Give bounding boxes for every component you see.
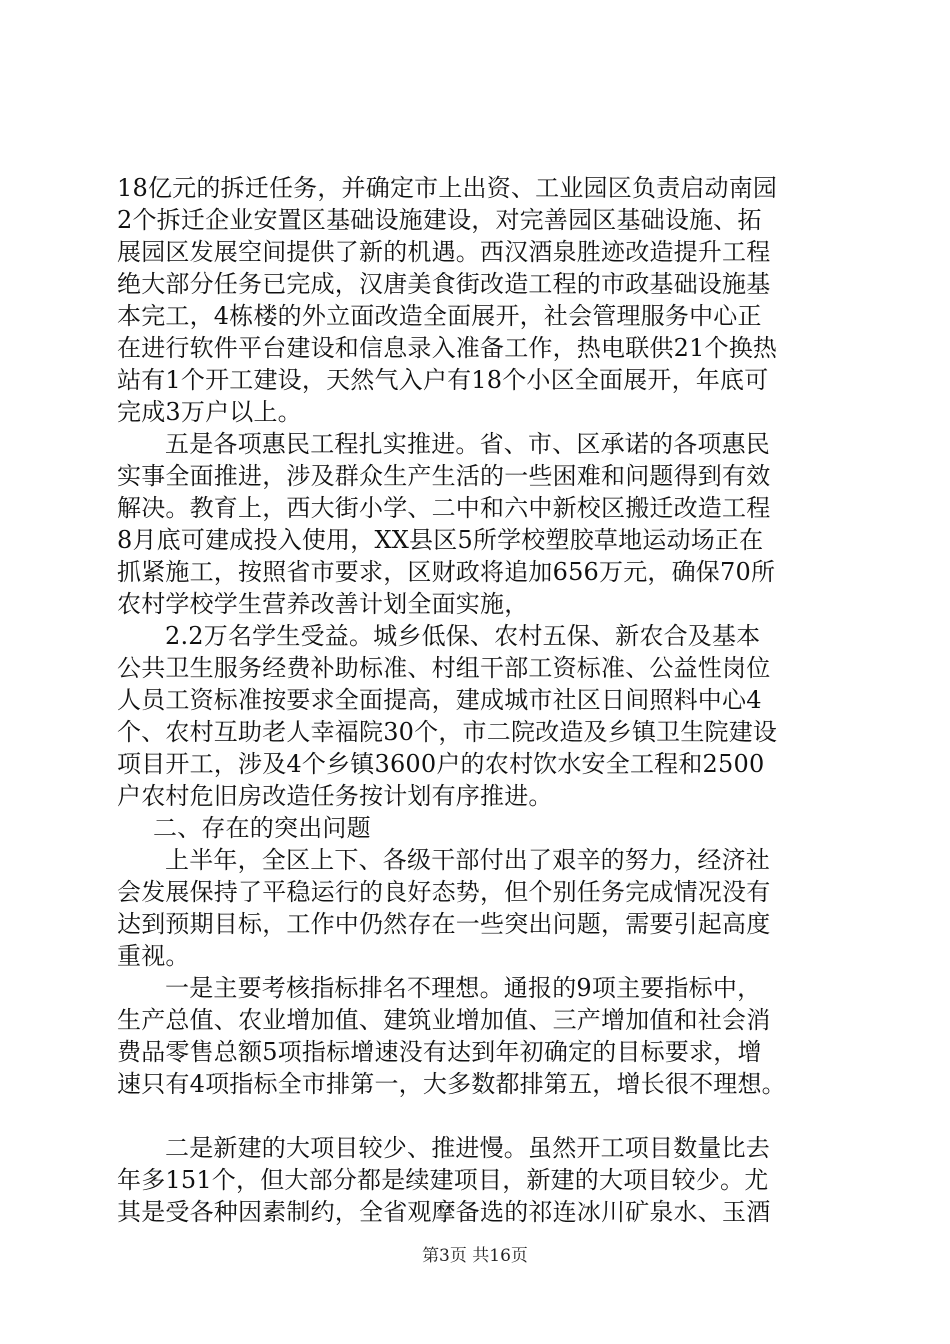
paragraph-start: 一是主要考核指标排名不理想。通报的9项主要指标中， [165,974,762,1002]
text-line: 展园区发展空间提供了新的机遇。西汉酒泉胜迹改造提升工程 [117,238,771,266]
page-number-footer: 第3页 共16页 [422,1246,528,1266]
text-line: 公共卫生服务经费补助标准、村组干部工资标准、公益性岗位 [117,654,771,682]
text-line: 8月底可建成投入使用，XX县区5所学校塑胶草地运动场正在 [117,526,764,554]
text-line: 解决。教育上，西大街小学、二中和六中新校区搬迁改造工程 [117,494,771,522]
section-heading: 二、存在的突出问题 [153,814,371,842]
text-line: 站有1个开工建设，天然气入户有18个小区全面展开，年底可 [117,366,769,394]
text-line: 速只有4项指标全市排第一，大多数都排第五，增长很不理想。 [117,1070,786,1098]
paragraph-start: 2.2万名学生受益。城乡低保、农村五保、新农合及基本 [165,622,761,650]
text-line: 农村学校学生营养改善计划全面实施， [117,590,529,618]
text-line: 人员工资标准按要求全面提高，建成城市社区日间照料中心4 [117,686,762,714]
text-line: 生产总值、农业增加值、建筑业增加值、三产增加值和社会消 [117,1006,771,1034]
paragraph-start: 二是新建的大项目较少、推进慢。虽然开工项目数量比去 [165,1134,770,1162]
paragraph-gap [117,1100,837,1132]
paragraph-start: 五是各项惠民工程扎实推进。省、市、区承诺的各项惠民 [165,430,770,458]
text-line: 18亿元的拆迁任务，并确定市上出资、工业园区负责启动南园 [117,174,778,202]
text-line: 实事全面推进，涉及群众生产生活的一些困难和问题得到有效 [117,462,771,490]
text-line: 抓紧施工，按照省市要求，区财政将追加656万元，确保70所 [117,558,776,586]
text-line: 本完工，4栋楼的外立面改造全面展开，社会管理服务中心正 [117,302,762,330]
text-line: 完成3万户以上。 [117,398,302,426]
text-line: 费品零售总额5项指标增速没有达到年初确定的目标要求，增 [117,1038,762,1066]
text-line: 项目开工，涉及4个乡镇3600户的农村饮水安全工程和2500 [117,750,765,778]
text-line: 会发展保持了平稳运行的良好态势，但个别任务完成情况没有 [117,878,771,906]
body-text [117,172,837,1228]
text-line: 达到预期目标，工作中仍然存在一些突出问题，需要引起高度 [117,910,771,938]
text-line: 户农村危旧房改造任务按计划有序推进。 [117,782,553,810]
paragraph-start: 上半年，全区上下、各级干部付出了艰辛的努力，经济社 [165,846,770,874]
text-line: 其是受各种因素制约，全省观摩备选的祁连冰川矿泉水、玉酒 [117,1198,771,1226]
text-line: 绝大部分任务已完成，汉唐美食街改造工程的市政基础设施基 [117,270,771,298]
text-line: 在进行软件平台建设和信息录入准备工作，热电联供21个换热 [117,334,778,362]
text-line: 重视。 [117,942,190,970]
text-line: 年多151个，但大部分都是续建项目，新建的大项目较少。尤 [117,1166,769,1194]
text-line: 个、农村互助老人幸福院30个，市二院改造及乡镇卫生院建设 [117,718,778,746]
text-line: 2个拆迁企业安置区基础设施建设，对完善园区基础设施、拓 [117,206,762,234]
